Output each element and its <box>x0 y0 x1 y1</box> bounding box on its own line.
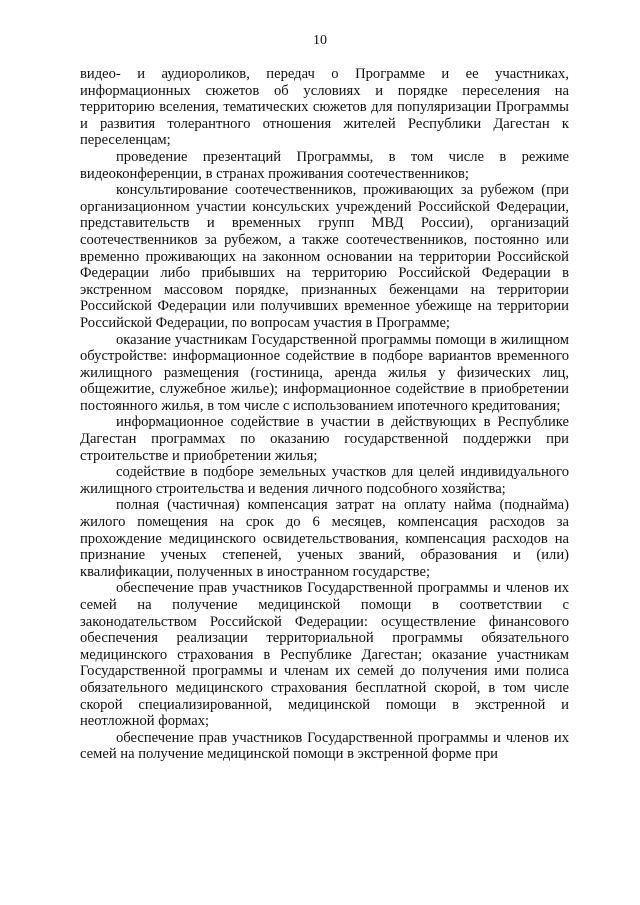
paragraph-presentations: проведение презентаций Программы, в том числе в режиме видеоконференции, в странах проживания соотечественников; <box>80 148 569 182</box>
paragraph-land-plots: содействие в подборе земельных участков для целей индивидуального жилищного строительства и ведения личного подсобного хозяйства; <box>80 464 569 497</box>
document-body <box>80 66 569 763</box>
paragraph-housing-programs: информационное содействие в участии в действующих в Республике Дагестан программах по оказанию государственной поддержки при строительстве и приобретении жилья; <box>80 414 569 464</box>
paragraph-medical-rights: обеспечение прав участников Государственной программы и членов их семей на получение медицинской помощи в соответствии с законодательством Российской Федерации: осуществление финансового обеспечения реализации территориальной программы обязательного медицинского страхования в Республике Дагестан; оказание участникам Государственной программы и членам их семей до получения ими полиса обязательного медицинского страхования бесплатной скорой, в том числе скорой специализированной, медицинской помощи в экстренной и неотложной формах; <box>80 580 569 730</box>
paragraph-media-materials: видео- и аудиороликов, передач о Программе и ее участниках, информационных сюжетов об условиях и порядке переселения на территорию вселения, тематических сюжетов для популяризации Программы и развития толерантного отношения жителей Республики Дагестан к переселенцам; <box>80 66 569 149</box>
page-number: 10 <box>313 33 327 48</box>
paragraph-consulting: консультирование соотечественников, проживающих за рубежом (при организационном участии консульских учреждений Российской Федерации, представительств и временных групп МВД России), организаций соотечественников за рубежом, а также соотечественников, постоянно или временно проживающих на законном основании на территории Российской Федерации либо прибывших на территорию Российской Федерации в экстренном массовом порядке, признанных беженцами на территории Российской Федерации или получивших временное убежище на территории Российской Федерации, по вопросам участия в Программе; <box>80 182 569 331</box>
paragraph-housing-assistance: оказание участникам Государственной программы помощи в жилищном обустройстве: информационное содействие в подборе вариантов временного жилищного размещения (гостиница, аренда жилья у физических лиц, общежитие, служебное жилье); информационное содействие в приобретении постоянного жилья, в том числе с использованием ипотечного кредитования; <box>80 331 569 414</box>
paragraph-compensation: полная (частичная) компенсация затрат на оплату найма (поднайма) жилого помещения на срок до 6 месяцев, компенсация расходов за прохождение медицинского освидетельствования, компенсация расходов на признание ученых степеней, ученых званий, образования и (или) квалификации, полученных в иностранном государстве; <box>80 497 569 580</box>
paragraph-emergency-medical: обеспечение прав участников Государственной программы и членов их семей на получение медицинской помощи в экстренной форме при <box>80 729 569 763</box>
